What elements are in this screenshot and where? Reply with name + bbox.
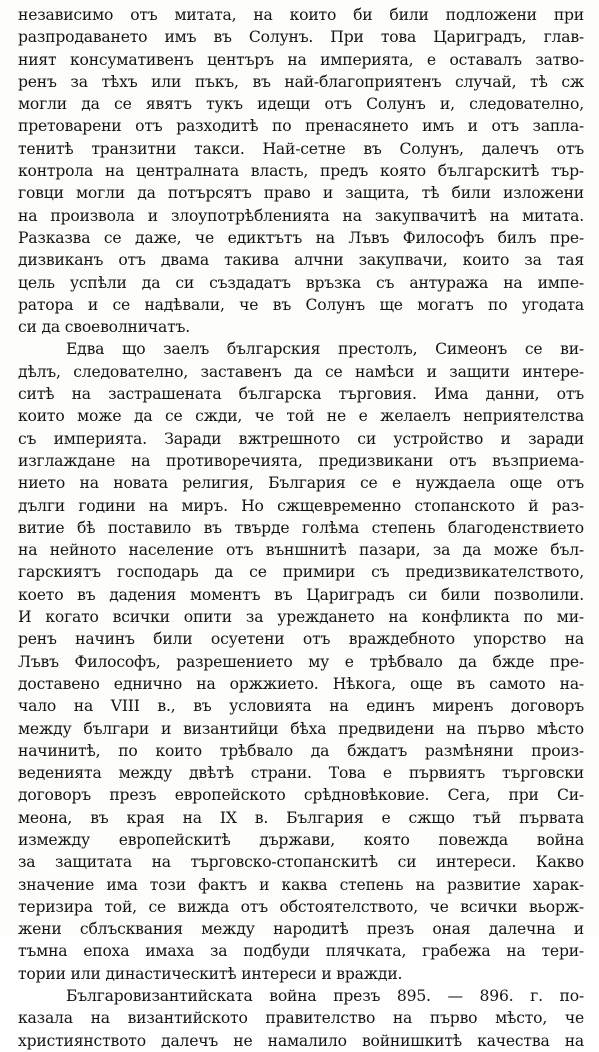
- text-line: ситѣ на застрашената българска търговия. Има данни, отъ: [18, 385, 584, 404]
- text-line: Лъвъ Философъ, разрешението му е трѣбвало да бжде пре-: [18, 652, 584, 671]
- text-line: начинитѣ, по които трѣбвало да бждатъ размѣняни произ-: [18, 741, 584, 760]
- text-line: между българи и византийци бѣха предвидени на първо мѣсто: [18, 719, 584, 738]
- text-line: И когато всички опити за уреждането на конфликта по ми-: [18, 608, 584, 627]
- text-line: които може да се сжди, че той не е желаелъ неприятелства: [18, 407, 584, 426]
- text-line: веденията между двѣтѣ страни. Това е първиятъ търговски: [18, 764, 584, 783]
- text-line: дълги години на миръ. Но сжщевременно стопанското й раз-: [18, 496, 584, 515]
- text-line: говци могли да потърсятъ право и защита, тѣ били изложени: [18, 184, 584, 203]
- text-line: значение има този фактъ и каква степень на развитие харак-: [18, 875, 584, 894]
- text-line: измежду европейскитѣ държави, която повежда война: [18, 830, 584, 849]
- text-line: Разказва се даже, че едиктътъ на Лъвъ Философъ билъ пре-: [18, 228, 584, 247]
- text-line: на произвола и злоупотрѣбленията на закупвачитѣ на митата.: [18, 206, 584, 225]
- text-line: съ империята. Заради вжтрешното си устройство и заради: [18, 429, 584, 448]
- text-line: претоварени отъ разходитѣ по пренасянето имъ и отъ запла-: [18, 117, 584, 136]
- text-line: теризира той, се вижда отъ обстоятелството, че всички вьорж-: [18, 897, 584, 916]
- text-line: тъмна епоха имаха за подбуди плячката, грабежа на тери-: [18, 942, 584, 961]
- text-line: тенитѣ транзитни такси. Най-сетне въ Солунъ, далечъ отъ: [18, 139, 584, 158]
- text-line: жени сблъсквания между народитѣ презъ оная далечна и: [18, 920, 584, 939]
- text-line: ренъ за тѣхъ или пъкъ, въ най-благоприятенъ случай, тѣ сж: [18, 72, 584, 91]
- text-line: си да своеволничатъ.: [18, 318, 191, 337]
- body-text: [18, 4, 584, 1052]
- text-line: Българовизантийската война презъ 895. — 896. г. по-: [66, 987, 584, 1006]
- text-line: на нейното население отъ външнитѣ пазари, за да може бъл-: [18, 541, 584, 560]
- text-line: изглаждане на противоречията, предизвикани отъ възприема-: [18, 451, 584, 470]
- text-line: договоръ презъ европейското срѣдновѣковие. Сега, при Си-: [18, 786, 584, 805]
- text-line: ренъ начинъ били осуетени отъ враждебното упорство на: [18, 630, 584, 649]
- text-line: казала на византийското правителство на първо мѣсто, че: [18, 1009, 584, 1028]
- text-line: витие бѣ поставило въ твърде голѣма степень благоденствието: [18, 518, 584, 537]
- text-line: гарскиятъ господарь да се примири съ предизвикателството,: [18, 563, 584, 582]
- text-line: тории или династическитѣ интереси и вражди.: [18, 964, 403, 983]
- text-line: нието на новата религия, България се е нуждаела още отъ: [18, 474, 584, 493]
- text-line: разпродаването имъ въ Солунъ. При това Цариградъ, глав-: [18, 28, 584, 47]
- text-line: могли да се явятъ тукъ идещи отъ Солунъ и, следователно,: [18, 95, 584, 114]
- text-line: чало на VIII в., въ условията на единъ миренъ договоръ: [18, 697, 584, 716]
- text-line: което въ дадения моментъ въ Цариградъ си били позволили.: [18, 585, 584, 604]
- text-line: независимо отъ митата, на които би били подложени при: [18, 6, 584, 24]
- text-line: за защитата на търговско-стопанскитѣ си интереси. Какво: [18, 853, 584, 872]
- text-line: ният консумативенъ центъръ на империята, е оставалъ затво-: [18, 50, 584, 69]
- text-line: меона, въ края на IX в. България е сжщо тъй първата: [18, 808, 584, 827]
- text-line: християнството далечъ не намалило войнишкитѣ качества на: [18, 1031, 584, 1050]
- text-line: дизвиканъ отъ двама такива алчни закупвачи, които за тая: [18, 251, 584, 270]
- text-line: контрола на централната власть, предъ която българскитѣ тър-: [18, 162, 584, 181]
- text-line: ратора и се надѣвали, че въ Солунъ ще могатъ по угодата: [18, 295, 584, 314]
- text-line: цель успѣли да си създадатъ връзка съ антуража на импе-: [18, 273, 584, 292]
- text-line: дѣлъ, следователно, заставенъ да се намѣси и защити интере-: [18, 362, 584, 381]
- text-line: Едва що заелъ българския престолъ, Симеонъ се ви-: [66, 340, 584, 359]
- text-line: доставено еднично на оржжието. Нѣкога, още въ самото на-: [18, 674, 584, 693]
